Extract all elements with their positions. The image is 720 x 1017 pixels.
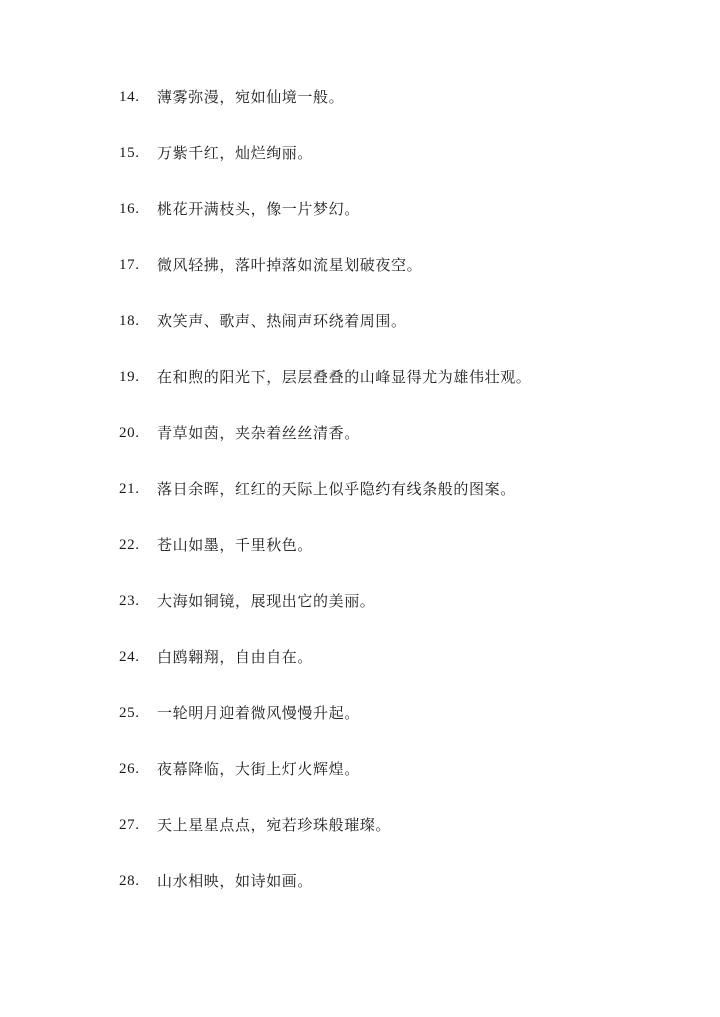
list-item: [119, 366, 679, 422]
list-item: [119, 702, 679, 758]
item-number: 18.: [119, 313, 140, 329]
item-number: 25.: [119, 705, 140, 721]
list-item: [119, 86, 679, 142]
item-text: 微风轻拂，落叶掉落如流星划破夜空。: [157, 256, 423, 274]
list-item: [119, 310, 679, 366]
item-number: 22.: [119, 537, 140, 553]
item-number: 23.: [119, 593, 140, 609]
item-number: 24.: [119, 649, 140, 665]
item-number: 14.: [119, 89, 140, 105]
item-text: 桃花开满枝头，像一片梦幻。: [157, 200, 360, 218]
item-number: 26.: [119, 761, 140, 777]
item-text: 山水相映，如诗如画。: [157, 872, 314, 890]
item-text: 在和煦的阳光下，层层叠叠的山峰显得尤为雄伟壮观。: [157, 368, 532, 386]
list-item: [119, 590, 679, 646]
item-text: 大海如铜镜，展现出它的美丽。: [157, 592, 376, 610]
list-item: [119, 478, 679, 534]
list-item: [119, 814, 679, 870]
list-item: [119, 422, 679, 478]
item-number: 21.: [119, 481, 140, 497]
item-number: 28.: [119, 873, 140, 889]
list-item: [119, 254, 679, 310]
item-number: 27.: [119, 817, 140, 833]
item-number: 19.: [119, 369, 140, 385]
sentence-list: [119, 86, 679, 926]
item-number: 17.: [119, 257, 140, 273]
item-text: 夜幕降临，大街上灯火辉煌。: [157, 760, 360, 778]
item-text: 天上星星点点，宛若珍珠般璀璨。: [157, 816, 392, 834]
list-item: [119, 758, 679, 814]
item-text: 欢笑声、歌声、热闹声环绕着周围。: [157, 312, 407, 330]
item-text: 白鸥翱翔，自由自在。: [157, 648, 314, 666]
list-item: [119, 534, 679, 590]
item-number: 15.: [119, 145, 140, 161]
item-text: 薄雾弥漫，宛如仙境一般。: [157, 88, 345, 106]
list-item: [119, 142, 679, 198]
list-item: [119, 870, 679, 926]
item-number: 16.: [119, 201, 140, 217]
item-number: 20.: [119, 425, 140, 441]
list-item: [119, 646, 679, 702]
item-text: 苍山如墨，千里秋色。: [157, 536, 314, 554]
item-text: 一轮明月迎着微风慢慢升起。: [157, 704, 360, 722]
item-text: 青草如茵，夹杂着丝丝清香。: [157, 424, 360, 442]
list-item: [119, 198, 679, 254]
item-text: 落日余晖，红红的天际上似乎隐约有线条般的图案。: [157, 480, 516, 498]
item-text: 万紫千红，灿烂绚丽。: [157, 144, 314, 162]
